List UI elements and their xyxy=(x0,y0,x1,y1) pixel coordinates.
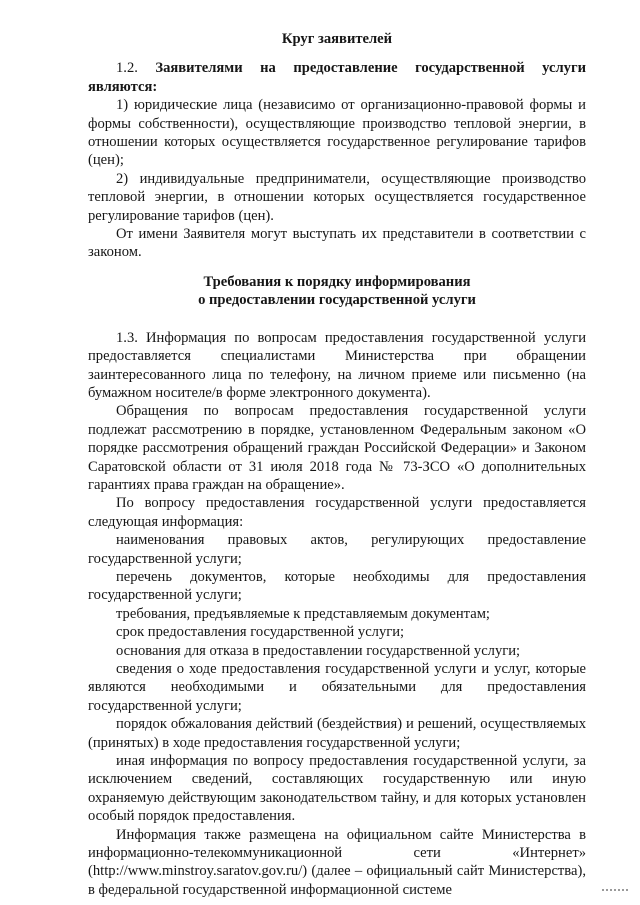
scan-artifact xyxy=(602,889,628,891)
list-item-term: срок предоставления государственной услуги; xyxy=(116,624,405,641)
list-item-appeal-procedure: порядок обжалования действий (бездействия) и решений, осуществляемых (принятых) в ходе предоставления государственной услуги; xyxy=(88,716,586,751)
paragraph-appeals: Обращения по вопросам предоставления государственной услуги подлежат рассмотрению в порядке, установленном Федеральным законом «О порядке рассмотрения обращений граждан Российской Федерации» и Законом Саратовской области от 31 июля 2018 года № 73-ЗСО «О дополнительных гарантиях права граждан на обращение». xyxy=(88,403,586,493)
list-item-other-info: иная информация по вопросу предоставления государственной услуги, за исключением сведений, составляющих государственную или иную охраняемую действующим законодательством тайну, и для которых установлен особый порядок предоставления. xyxy=(88,753,586,825)
list-item-progress-info: сведения о ходе предоставления государственной услуги и услуг, которые являются необходимыми и обязательными для предоставления государственной услуги; xyxy=(88,661,586,714)
clause-1-2-intro xyxy=(88,59,586,96)
section-title: Круг заявителей xyxy=(281,31,393,47)
clause-number: 1.2. xyxy=(116,60,138,77)
list-item-requirements: требования, предъявляемые к представляемым документам; xyxy=(116,605,490,622)
list-item-legal-acts: наименования правовых актов, регулирующих предоставление государственной услуги; xyxy=(88,532,586,567)
representatives-paragraph: От имени Заявителя могут выступать их представители в соответствии с законом. xyxy=(88,226,586,261)
section-2-title-line-1: Требования к порядку информирования xyxy=(203,273,471,290)
section-2-title-line-2: о предоставлении государственной услуги xyxy=(198,292,476,309)
list-item-refusal-grounds: основания для отказа в предоставлении государственной услуги; xyxy=(116,642,521,659)
paragraph-1-3: 1.3. Информация по вопросам предоставления государственной услуги предоставляется специалистами Министерства при обращении заинтересованного лица по телефону, на личном приеме или письменно (на бумажном носителе/в форме электронного документа). xyxy=(88,329,586,401)
document-body xyxy=(88,30,586,899)
clause-bold-lead: Заявителями на предоставление государственной услуги являются: xyxy=(88,60,586,95)
paragraph-info-intro: По вопросу предоставления государственной услуги предоставляется следующая информация: xyxy=(88,495,586,530)
applicant-item-1: 1) юридические лица (независимо от организационно-правовой формы и формы собственности), осуществляющие производство тепловой энергии, в отношении которых осуществляется государственное регулирование тарифов (цен); xyxy=(88,97,586,169)
paragraph-website-info: Информация также размещена на официальном сайте Министерства в информационно-телекоммуникационной сети «Интернет» (http://www.minstroy.saratov.gov.ru/) (далее – официальный сайт Министерства), в федеральной государственной информационной системе xyxy=(88,826,586,898)
section-2-title xyxy=(88,273,586,310)
applicant-item-2: 2) индивидуальные предприниматели, осуществляющие производство тепловой энергии, в отношении которых осуществляется государственное регулирование тарифов (цен). xyxy=(88,170,586,224)
list-item-documents: перечень документов, которые необходимы для предоставления государственной услуги; xyxy=(88,568,586,604)
